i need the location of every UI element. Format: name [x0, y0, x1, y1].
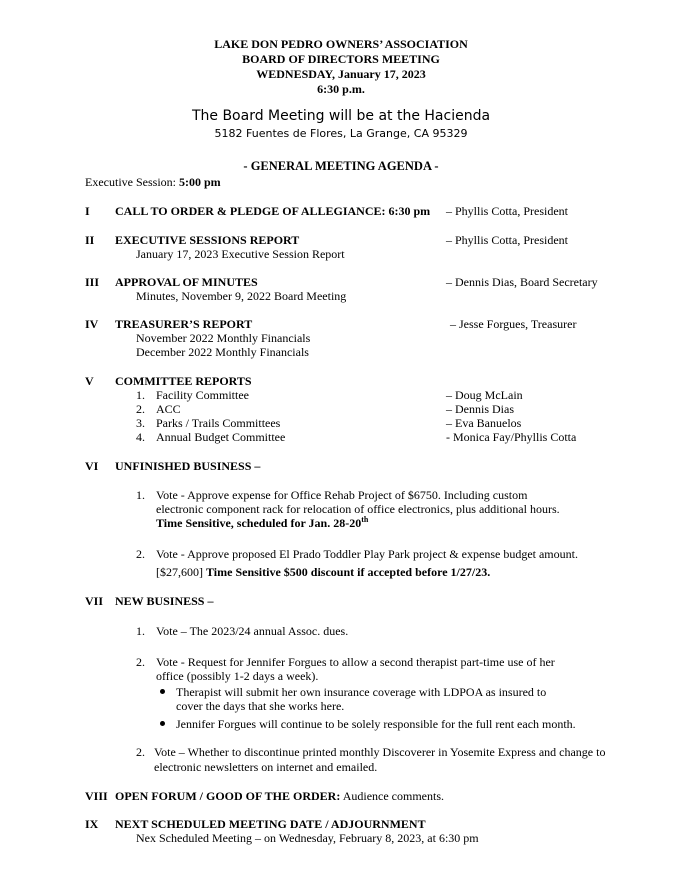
header-line-meeting: BOARD OF DIRECTORS MEETING [242, 52, 440, 66]
section-presenter: – Dennis Dias, Board Secretary [446, 275, 598, 289]
item-text: electronic newsletters on internet and emailed. [154, 760, 378, 774]
section-subitem: November 2022 Monthly Financials [136, 331, 311, 345]
item-text-line [156, 565, 490, 579]
item-text: Vote - Approve proposed El Prado Toddler Play Park project & expense budget amount. [156, 547, 578, 561]
bullet-icon [160, 689, 165, 694]
bullet-text: Jennifer Forgues will continue to be solely responsible for the full rent each month. [176, 717, 576, 731]
executive-session-label: Executive Session: [85, 175, 176, 189]
section-title: CALL TO ORDER & PLEDGE OF ALLEGIANCE: 6:30 pm [115, 204, 431, 218]
item-emphasis-text: Time Sensitive, scheduled for Jan. 28-20 [156, 516, 362, 530]
section-title: OPEN FORUM / GOOD OF THE ORDER: [115, 789, 341, 803]
section-title: NEW BUSINESS – [115, 594, 214, 608]
item-text: Vote - Request for Jennifer Forgues to allow a second therapist part-time use of her [156, 655, 555, 669]
item-text: electronic component rack for relocation of office electronics, plus additional hours. [156, 502, 560, 516]
committee-person: – Eva Banuelos [446, 416, 522, 430]
section-title: EXECUTIVE SESSIONS REPORT [115, 233, 300, 247]
item-number: 2. [136, 547, 145, 561]
section-title: APPROVAL OF MINUTES [115, 275, 258, 289]
section-title: COMMITTEE REPORTS [115, 374, 252, 388]
item-text: Vote – Whether to discontinue printed monthly Discoverer in Yosemite Express and change to [154, 745, 606, 759]
section-presenter: – Phyllis Cotta, President [446, 204, 569, 218]
bullet-text: cover the days that she works here. [176, 699, 345, 713]
section-line [115, 789, 444, 803]
ordinal-suffix: th [361, 515, 369, 524]
item-emphasis [156, 516, 368, 530]
bullet-icon [160, 721, 165, 726]
header-line-association: LAKE DON PEDRO OWNERS’ ASSOCIATION [214, 37, 468, 51]
section-number: II [85, 233, 95, 247]
section-detail: Audience comments. [342, 789, 444, 803]
header-line-time: 6:30 p.m. [317, 82, 365, 96]
section-subitem: December 2022 Monthly Financials [136, 345, 309, 359]
section-subitem: Nex Scheduled Meeting – on Wednesday, February 8, 2023, at 6:30 pm [136, 831, 479, 845]
committee-person: – Doug McLain [446, 388, 523, 402]
item-text: Vote - Approve expense for Office Rehab Project of $6750. Including custom [156, 488, 528, 502]
section-number: VIII [85, 789, 108, 803]
header-line-date: WEDNESDAY, January 17, 2023 [256, 67, 426, 81]
section-number: III [85, 275, 100, 289]
committee-number: 2. [136, 402, 145, 416]
section-number: V [85, 374, 94, 388]
location-address: 5182 Fuentes de Flores, La Grange, CA 95329 [214, 127, 468, 140]
committee-person: - Monica Fay/Phyllis Cotta [446, 430, 577, 444]
section-subitem: Minutes, November 9, 2022 Board Meeting [136, 289, 347, 303]
item-text: office (possibly 1-2 days a week). [156, 669, 319, 683]
executive-session-line [85, 175, 221, 189]
item-amount: [$27,600] [156, 565, 203, 579]
section-presenter: – Jesse Forgues, Treasurer [450, 317, 577, 331]
item-text: Vote – The 2023/24 annual Assoc. dues. [156, 624, 349, 638]
bullet-text: Therapist will submit her own insurance coverage with LDPOA as insured to [176, 685, 547, 699]
section-number: VII [85, 594, 104, 608]
committee-number: 3. [136, 416, 145, 430]
section-number: I [85, 204, 90, 218]
committee-name: Facility Committee [156, 388, 249, 402]
section-title: NEXT SCHEDULED MEETING DATE / ADJOURNMENT [115, 817, 426, 831]
committee-person: – Dennis Dias [446, 402, 514, 416]
item-emphasis: Time Sensitive $500 discount if accepted before 1/27/23. [206, 565, 491, 579]
item-number: 2. [136, 655, 145, 669]
committee-name: Parks / Trails Committees [156, 416, 281, 430]
committee-name: Annual Budget Committee [156, 430, 286, 444]
agenda-title: - GENERAL MEETING AGENDA - [243, 159, 439, 173]
section-subitem: January 17, 2023 Executive Session Report [136, 247, 345, 261]
committee-number: 4. [136, 430, 145, 444]
committee-number: 1. [136, 388, 145, 402]
section-title: TREASURER’S REPORT [115, 317, 253, 331]
section-title: UNFINISHED BUSINESS – [115, 459, 261, 473]
item-number: 2. [136, 745, 145, 759]
section-number: IX [85, 817, 99, 831]
section-presenter: – Phyllis Cotta, President [446, 233, 569, 247]
section-number: IV [85, 317, 99, 331]
committee-name: ACC [156, 402, 181, 416]
location-title: The Board Meeting will be at the Hacienda [191, 108, 491, 124]
executive-session-time: 5:00 pm [178, 175, 221, 189]
item-number: 1. [136, 624, 145, 638]
item-number: 1. [136, 488, 145, 502]
section-number: VI [85, 459, 99, 473]
